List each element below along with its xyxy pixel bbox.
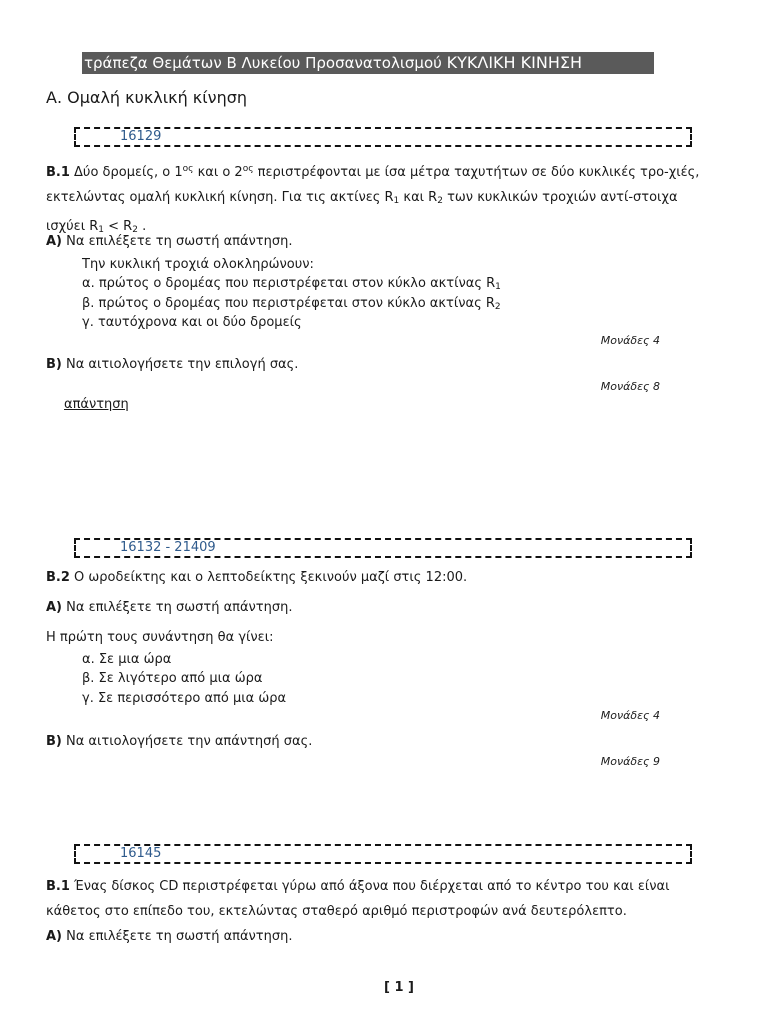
option-b: β. πρώτος ο δρομέας που περιστρέφεται στον κύκλο ακτίνας $R_2$ xyxy=(82,296,501,312)
question-code-box xyxy=(74,127,692,147)
option-a: α. πρώτος ο δρομέας που περιστρέφεται στον κύκλο ακτίνας $R_1$ xyxy=(82,276,501,292)
question-label: Β.2 xyxy=(46,570,70,585)
marks-part-a: Μονάδες 4 xyxy=(600,334,660,347)
question-stem: Την κυκλική τροχιά ολοκληρώνουν: xyxy=(82,257,314,272)
question-code: 16145 xyxy=(120,846,162,861)
title-caps: ΚΥΚΛΙΚΗ ΚΙΝΗΣΗ xyxy=(446,53,582,72)
question-code-box xyxy=(74,844,692,864)
option-a: α. Σε μια ώρα xyxy=(82,652,172,667)
question-code: 16129 xyxy=(120,129,162,144)
question-label: Β.1 xyxy=(46,879,70,894)
answer-link[interactable]: απάντηση xyxy=(64,397,129,412)
marks-part-b: Μονάδες 9 xyxy=(600,755,660,768)
marks-part-b: Μονάδες 8 xyxy=(600,380,660,393)
page-number: [ 1 ] xyxy=(384,980,414,995)
question-code-box xyxy=(74,538,692,558)
question-text: Β.2 Ο ωροδείκτης και ο λεπτοδείκτης ξεκινούν μαζί στις 12:00. xyxy=(46,570,468,585)
document-title-bar xyxy=(82,52,654,74)
question-stem: Η πρώτη τους συνάντηση θα γίνει: xyxy=(46,630,274,645)
option-c: γ. Σε περισσότερο από μια ώρα xyxy=(82,691,287,706)
question-code: 16132 - 21409 xyxy=(120,540,216,555)
part-b-prompt: Β) Να αιτιολογήσετε την απάντησή σας. xyxy=(46,734,313,749)
part-a-prompt: Α) Να επιλέξετε τη σωστή απάντηση. xyxy=(46,929,293,944)
part-a-prompt: Α) Να επιλέξετε τη σωστή απάντηση. xyxy=(46,600,293,615)
question-text: Β.1 Δύο δρομείς, ο $1^{o\varsigma}$ και ο $2^{o\varsigma}$ περιστρέφονται με ίσα μέτρα ταχυτήτων σε δύο κυκλικές τρο-χιές, εκτελώντας ομαλή κυκλική κίνηση. Για τις ακτίνες $R_1$ και $R_2$ των κυκλικών τροχιών αντί-στοιχα ισχύει $R_1 < R_2$ . xyxy=(46,164,700,235)
option-b: β. Σε λιγότερο από μια ώρα xyxy=(82,671,263,686)
marks-part-a: Μονάδες 4 xyxy=(600,709,660,722)
question-label: Β.1 xyxy=(46,165,70,180)
option-c: γ. ταυτόχρονα και οι δύο δρομείς xyxy=(82,315,302,330)
question-text: Β.1 Ένας δίσκος CD περιστρέφεται γύρω από άξονα που διέρχεται από το κέντρο του και είναι κάθετος στο επίπεδο του, εκτελώντας σταθερό αριθμό περιστροφών ανά δευτερόλεπτο. xyxy=(46,879,670,919)
part-a-prompt: Α) Να επιλέξετε τη σωστή απάντηση. xyxy=(46,234,293,249)
section-title: Α. Ομαλή κυκλική κίνηση xyxy=(46,88,247,107)
part-b-prompt: Β) Να αιτιολογήσετε την επιλογή σας. xyxy=(46,357,299,372)
title-text: τράπεζα Θεμάτων Β Λυκείου Προσανατολισμού xyxy=(84,54,447,72)
